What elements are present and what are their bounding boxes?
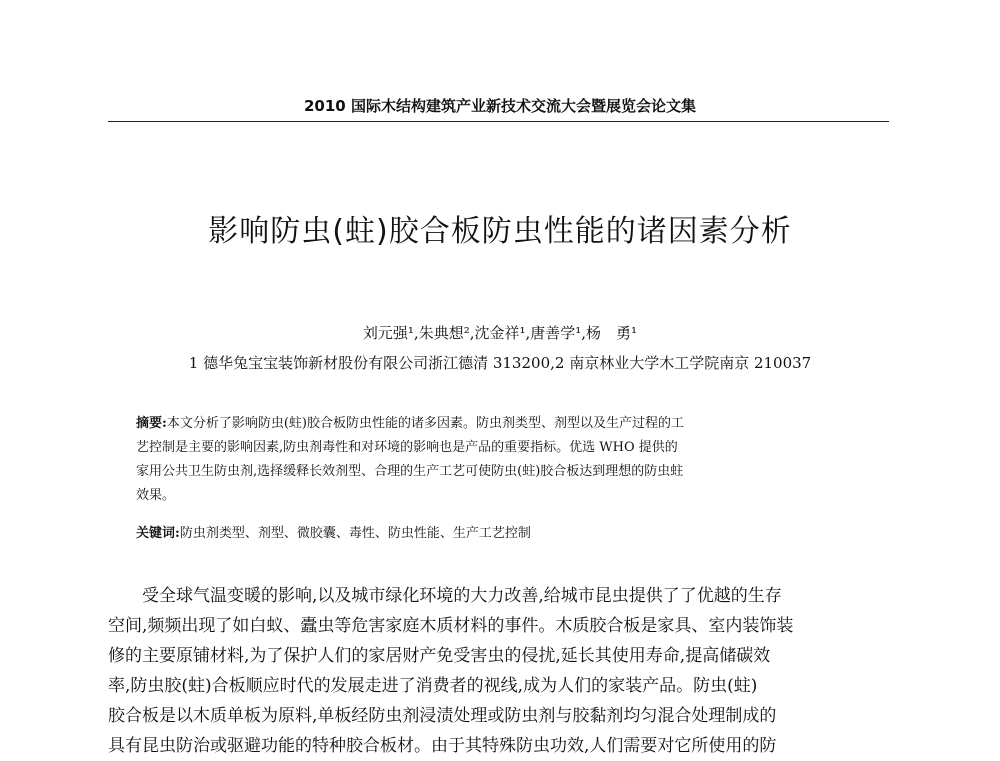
body-line: 率,防虫胶(蛀)合板顺应时代的发展走进了消费者的视线,成为人们的家装产品。防虫(蛀) [108, 676, 758, 696]
abstract [136, 412, 866, 508]
body-line: 受全球气温变暖的影响,以及城市绿化环境的大力改善,给城市昆虫提供了了优越的生存 [142, 586, 782, 606]
author-list: 刘元强¹,朱典想²,沈金祥¹,唐善学¹,杨 勇¹ [362, 324, 638, 342]
abstract-line: 效果。 [136, 488, 176, 503]
abstract-line: 艺控制是主要的影响因素,防虫剂毒性和对环境的影响也是产品的重要指标。优选 WHO 提供的 [136, 440, 678, 455]
abstract-line: 家用公共卫生防虫剂,选择缓释长效剂型、合理的生产工艺可使防虫(蛀)胶合板达到理想的防虫蛀 [136, 464, 684, 479]
keywords-text: 防虫剂类型、剂型、微胶囊、毒性、防虫性能、生产工艺控制 [179, 526, 531, 541]
abstract-label: 摘要: [136, 416, 167, 431]
body-text [108, 581, 892, 761]
paper-title: 影响防虫(蛀)胶合板防虫性能的诸因素分析 [208, 214, 792, 249]
keywords-label: 关键词: [136, 526, 180, 541]
keywords [136, 522, 866, 546]
affiliations: 1 德华兔宝宝装饰新材股份有限公司浙江德清 313200,2 南京林业大学木工学院南京 210037 [188, 354, 812, 372]
body-line: 具有昆虫防治或驱避功能的特种胶合板材。由于其特殊防虫功效,人们需要对它所使用的防 [108, 736, 777, 756]
abstract-text: 本文分析了影响防虫(蛀)胶合板防虫性能的诸多因素。防虫剂类型、剂型以及生产过程的工 [166, 416, 684, 431]
proceedings-header: 2010 国际木结构建筑产业新技术交流大会暨展览会论文集 [304, 97, 696, 115]
abstract-line [136, 412, 866, 436]
body-line: 修的主要原铺材料,为了保护人们的家居财产免受害虫的侵扰,延长其使用寿命,提高储碳效 [108, 646, 771, 666]
body-line: 空间,频频出现了如白蚁、蠹虫等危害家庭木质材料的事件。木质胶合板是家具、室内装饰装 [108, 616, 794, 636]
body-line: 胶合板是以木质单板为原料,单板经防虫剂浸渍处理或防虫剂与胶黏剂均匀混合处理制成的 [108, 706, 777, 726]
header-rule [108, 121, 889, 122]
